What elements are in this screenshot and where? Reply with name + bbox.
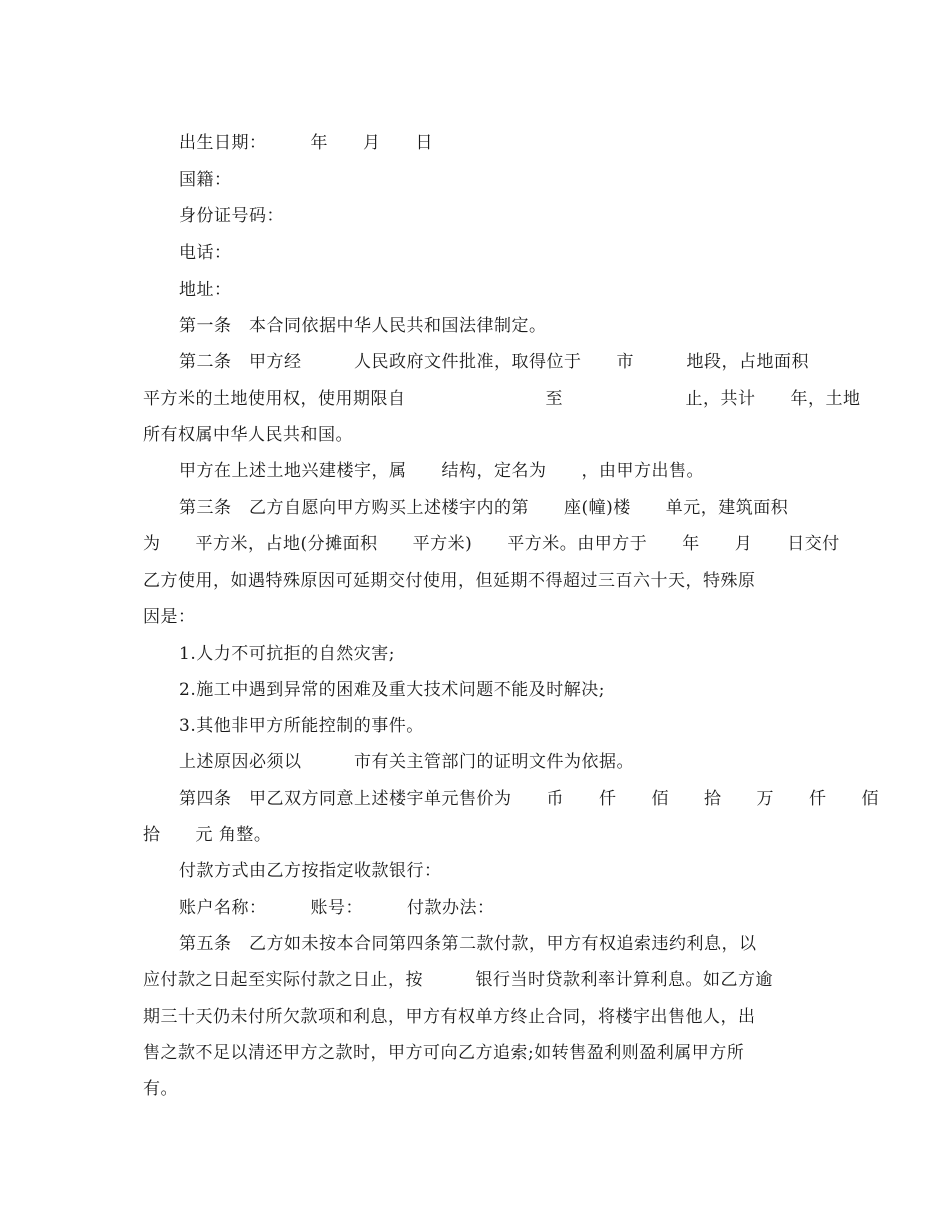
article-5-line-3: 期三十天仍未付所欠款项和利息，甲方有权单方终止合同，将楼宇出售他人，出 <box>143 1007 756 1027</box>
article-2-building-line: 甲方在上述土地兴建楼宇，属 结构，定名为 ，由甲方出售。 <box>179 461 704 481</box>
nationality-line: 国籍： <box>179 170 232 190</box>
article-5-line-2: 应付款之日起至实际付款之日止，按 银行当时贷款利率计算利息。如乙方逾 <box>143 970 773 990</box>
article-2-line-2: 平方米的土地使用权，使用期限自 至 止，共计 年，土地 <box>143 389 861 409</box>
phone-line: 电话： <box>179 243 232 263</box>
article-5-line-5: 有。 <box>143 1079 178 1099</box>
account-info-line: 账户名称： 账号： 付款办法： <box>179 898 495 918</box>
article-2-line-1: 第二条 甲方经 人民政府文件批准，取得位于 市 地段，占地面积 <box>179 352 809 372</box>
reason-item-1: 1.人力不可抗拒的自然灾害; <box>179 644 395 664</box>
article-3-line-1: 第三条 乙方自愿向甲方购买上述楼宇内的第 座(幢)楼 单元，建筑面积 <box>179 498 789 518</box>
article-5-line-4: 售之款不足以清还甲方之款时，甲方可向乙方追索;如转售盈利则盈利属甲方所 <box>143 1043 745 1063</box>
article-2-line-3: 所有权属中华人民共和国。 <box>143 425 353 445</box>
article-3-line-4: 因是： <box>143 607 196 627</box>
reason-item-3: 3.其他非甲方所能控制的事件。 <box>179 716 424 736</box>
id-number-line: 身份证号码： <box>179 206 284 226</box>
address-line: 地址： <box>179 280 232 300</box>
article-4-line-1: 第四条 甲乙双方同意上述楼宇单元售价为 币 仟 佰 拾 万 仟 佰 <box>179 789 879 809</box>
payment-method-line: 付款方式由乙方按指定收款银行： <box>179 861 442 881</box>
article-3-line-3: 乙方使用，如遇特殊原因可延期交付使用，但延期不得超过三百六十天，特殊原 <box>143 571 756 591</box>
article-3-line-2: 为 平方米，占地(分摊面积 平方米) 平方米。由甲方于 年 月 日交付 <box>143 534 840 554</box>
article-4-line-2: 拾 元 角整。 <box>143 825 272 845</box>
reason-item-2: 2.施工中遇到异常的困难及重大技术问题不能及时解决; <box>179 680 605 700</box>
article-1: 第一条 本合同依据中华人民共和国法律制定。 <box>179 316 547 336</box>
birth-date-line: 出生日期： 年 月 日 <box>179 133 433 153</box>
article-5-line-1: 第五条 乙方如未按本合同第四条第二款付款，甲方有权追索违约利息，以 <box>179 934 757 954</box>
reason-basis-line: 上述原因必须以 市有关主管部门的证明文件为依据。 <box>179 752 634 772</box>
